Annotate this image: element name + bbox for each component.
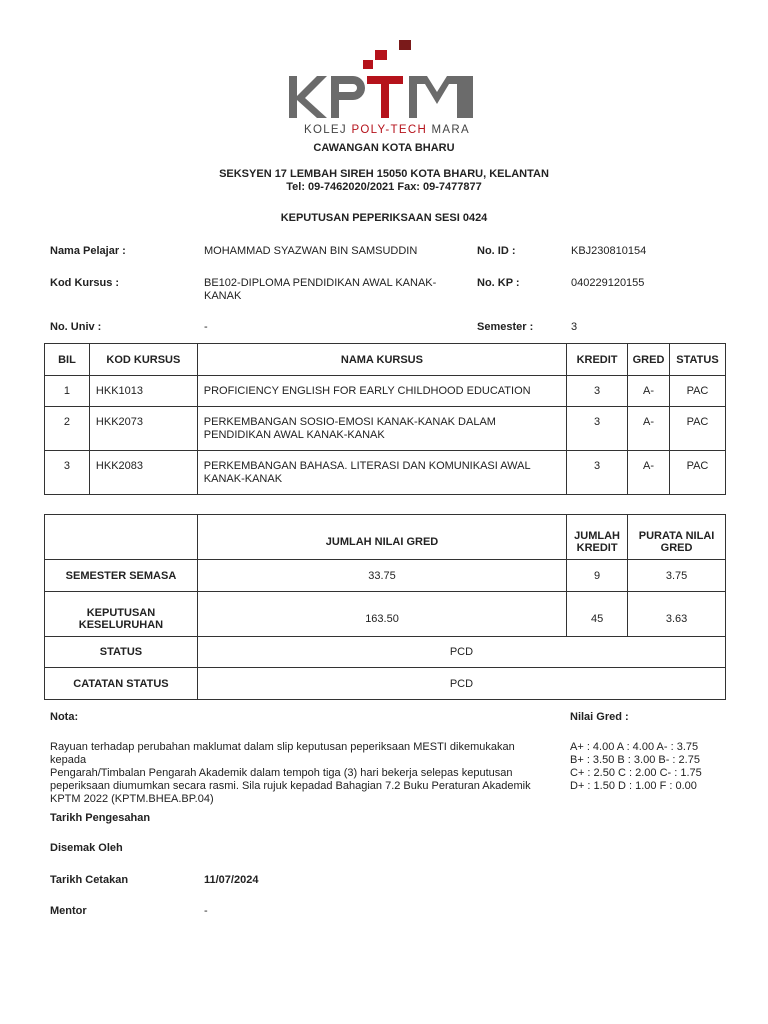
semester-label: Semester : bbox=[477, 321, 534, 333]
col-header-nama: NAMA KURSUS bbox=[197, 344, 566, 376]
nota-label: Nota: bbox=[50, 711, 79, 723]
table-row bbox=[45, 451, 726, 495]
keputusan-keseluruhan-label: KEPUTUSAN KESELURUHAN bbox=[45, 592, 198, 637]
contact: Tel: 09-7462020/2021 Fax: 09-7477877 bbox=[286, 181, 482, 193]
disemak-oleh-label: Disemak Oleh bbox=[50, 842, 123, 854]
tarikh-pengesahan-label: Tarikh Pengesahan bbox=[50, 812, 151, 824]
header-jumlah-nilai-gred: JUMLAH NILAI GRED bbox=[197, 515, 566, 560]
col-header-status: STATUS bbox=[669, 344, 725, 376]
keseluruhan-kredit: 45 bbox=[567, 592, 628, 637]
status-label: STATUS bbox=[45, 637, 198, 668]
summary-row-semasa bbox=[45, 560, 726, 592]
cell-status: PAC bbox=[669, 451, 725, 495]
semester-semasa-label: SEMESTER SEMASA bbox=[45, 560, 198, 592]
page-title: KEPUTUSAN PEPERIKSAAN SESI 0424 bbox=[280, 212, 488, 224]
univ-label: No. Univ : bbox=[50, 321, 102, 333]
header-jumlah-kredit: JUMLAH KREDIT bbox=[567, 515, 628, 560]
mentor-label: Mentor bbox=[50, 905, 87, 917]
col-header-kod: KOD KURSUS bbox=[89, 344, 197, 376]
cell-kod: HKK2083 bbox=[89, 451, 197, 495]
cell-gred: A- bbox=[628, 451, 670, 495]
cell-bil: 2 bbox=[45, 407, 90, 451]
keseluruhan-purata: 3.63 bbox=[628, 592, 726, 637]
cell-kredit: 3 bbox=[567, 376, 628, 407]
summary-row-catatan bbox=[45, 668, 726, 700]
cell-kod: HKK1013 bbox=[89, 376, 197, 407]
grade-scale-line: B+ : 3.50 B : 3.00 B- : 2.75 bbox=[570, 754, 700, 766]
address: SEKSYEN 17 LEMBAH SIREH 15050 KOTA BHARU, KELANTAN bbox=[219, 168, 549, 180]
cell-bil: 3 bbox=[45, 451, 90, 495]
cell-kredit: 3 bbox=[567, 407, 628, 451]
univ-value: - bbox=[204, 321, 208, 333]
col-header-gred: GRED bbox=[628, 344, 670, 376]
col-header-bil: BIL bbox=[45, 344, 90, 376]
tarikh-cetakan-value: 11/07/2024 bbox=[204, 874, 259, 886]
nilai-gred-label: Nilai Gred : bbox=[570, 711, 629, 723]
semasa-nilai: 33.75 bbox=[197, 560, 566, 592]
nota-line: peperiksaan diumumkan secara rasmi. Sila rujuk kepadad Bahagian 7.2 Buku Peraturan Akademik bbox=[50, 780, 531, 792]
course-label: Kod Kursus : bbox=[50, 277, 120, 289]
table-row bbox=[45, 376, 726, 407]
keseluruhan-nilai: 163.50 bbox=[197, 592, 566, 637]
summary-table bbox=[44, 514, 726, 700]
tarikh-cetakan-label: Tarikh Cetakan bbox=[50, 874, 129, 886]
student-kp: 040229120155 bbox=[571, 277, 645, 289]
kp-label: No. KP : bbox=[477, 277, 520, 289]
cell-gred: A- bbox=[628, 376, 670, 407]
course-name-line1: BE102-DIPLOMA PENDIDIKAN AWAL KANAK- bbox=[204, 277, 437, 289]
col-header-kredit: KREDIT bbox=[567, 344, 628, 376]
catatan-status-value: PCD bbox=[197, 668, 725, 700]
grade-scale bbox=[570, 741, 740, 793]
cell-gred: A- bbox=[628, 407, 670, 451]
grade-scale-line: C+ : 2.50 C : 2.00 C- : 1.75 bbox=[570, 767, 702, 779]
semester-value: 3 bbox=[571, 321, 578, 333]
header-purata-nilai-gred: PURATA NILAI GRED bbox=[628, 515, 726, 560]
grade-scale-line: A+ : 4.00 A : 4.00 A- : 3.75 bbox=[570, 741, 699, 753]
cell-status: PAC bbox=[669, 376, 725, 407]
cell-kredit: 3 bbox=[567, 451, 628, 495]
student-id: KBJ230810154 bbox=[571, 245, 647, 257]
course-name-line2: KANAK bbox=[204, 290, 242, 302]
summary-header-blank bbox=[45, 515, 198, 560]
cell-nama: PERKEMBANGAN SOSIO-EMOSI KANAK-KANAK DALAM PENDIDIKAN AWAL KANAK-KANAK bbox=[197, 407, 566, 451]
name-label: Nama Pelajar : bbox=[50, 245, 126, 257]
cell-kod: HKK2073 bbox=[89, 407, 197, 451]
semasa-kredit: 9 bbox=[567, 560, 628, 592]
courses-header-row bbox=[45, 344, 726, 376]
summary-header-row bbox=[45, 515, 726, 560]
student-name: MOHAMMAD SYAZWAN BIN SAMSUDDIN bbox=[204, 245, 418, 257]
courses-table bbox=[44, 343, 726, 495]
status-value: PCD bbox=[197, 637, 725, 668]
nota-line: KPTM 2022 (KPTM.BHEA.BP.04) bbox=[50, 793, 214, 805]
nota-line: Pengarah/Timbalan Pengarah Akademik dalam tempoh tiga (3) hari bekerja selepas keputusan bbox=[50, 767, 513, 779]
cell-status: PAC bbox=[669, 407, 725, 451]
svg-text:KOLEJ POLY-TECH MARA: KOLEJ POLY-TECH MARA bbox=[304, 124, 470, 136]
grade-scale-line: D+ : 1.50 D : 1.00 F : 0.00 bbox=[570, 780, 697, 792]
cell-bil: 1 bbox=[45, 376, 90, 407]
id-label: No. ID : bbox=[477, 245, 516, 257]
semasa-purata: 3.75 bbox=[628, 560, 726, 592]
summary-row-status bbox=[45, 637, 726, 668]
summary-row-keseluruhan bbox=[45, 592, 726, 637]
nota-line: Rayuan terhadap perubahan maklumat dalam slip keputusan peperiksaan MESTI dikemukakan kepada bbox=[50, 741, 515, 766]
cell-nama: PERKEMBANGAN BAHASA. LITERASI DAN KOMUNIKASI AWAL KANAK-KANAK bbox=[197, 451, 566, 495]
mentor-value: - bbox=[204, 905, 208, 917]
branch-title: CAWANGAN KOTA BHARU bbox=[313, 142, 455, 154]
table-row bbox=[45, 407, 726, 451]
catatan-status-label: CATATAN STATUS bbox=[45, 668, 198, 700]
cell-nama: PROFICIENCY ENGLISH FOR EARLY CHILDHOOD EDUCATION bbox=[197, 376, 566, 407]
nota-text bbox=[50, 741, 540, 806]
kptm-logo bbox=[287, 38, 487, 138]
